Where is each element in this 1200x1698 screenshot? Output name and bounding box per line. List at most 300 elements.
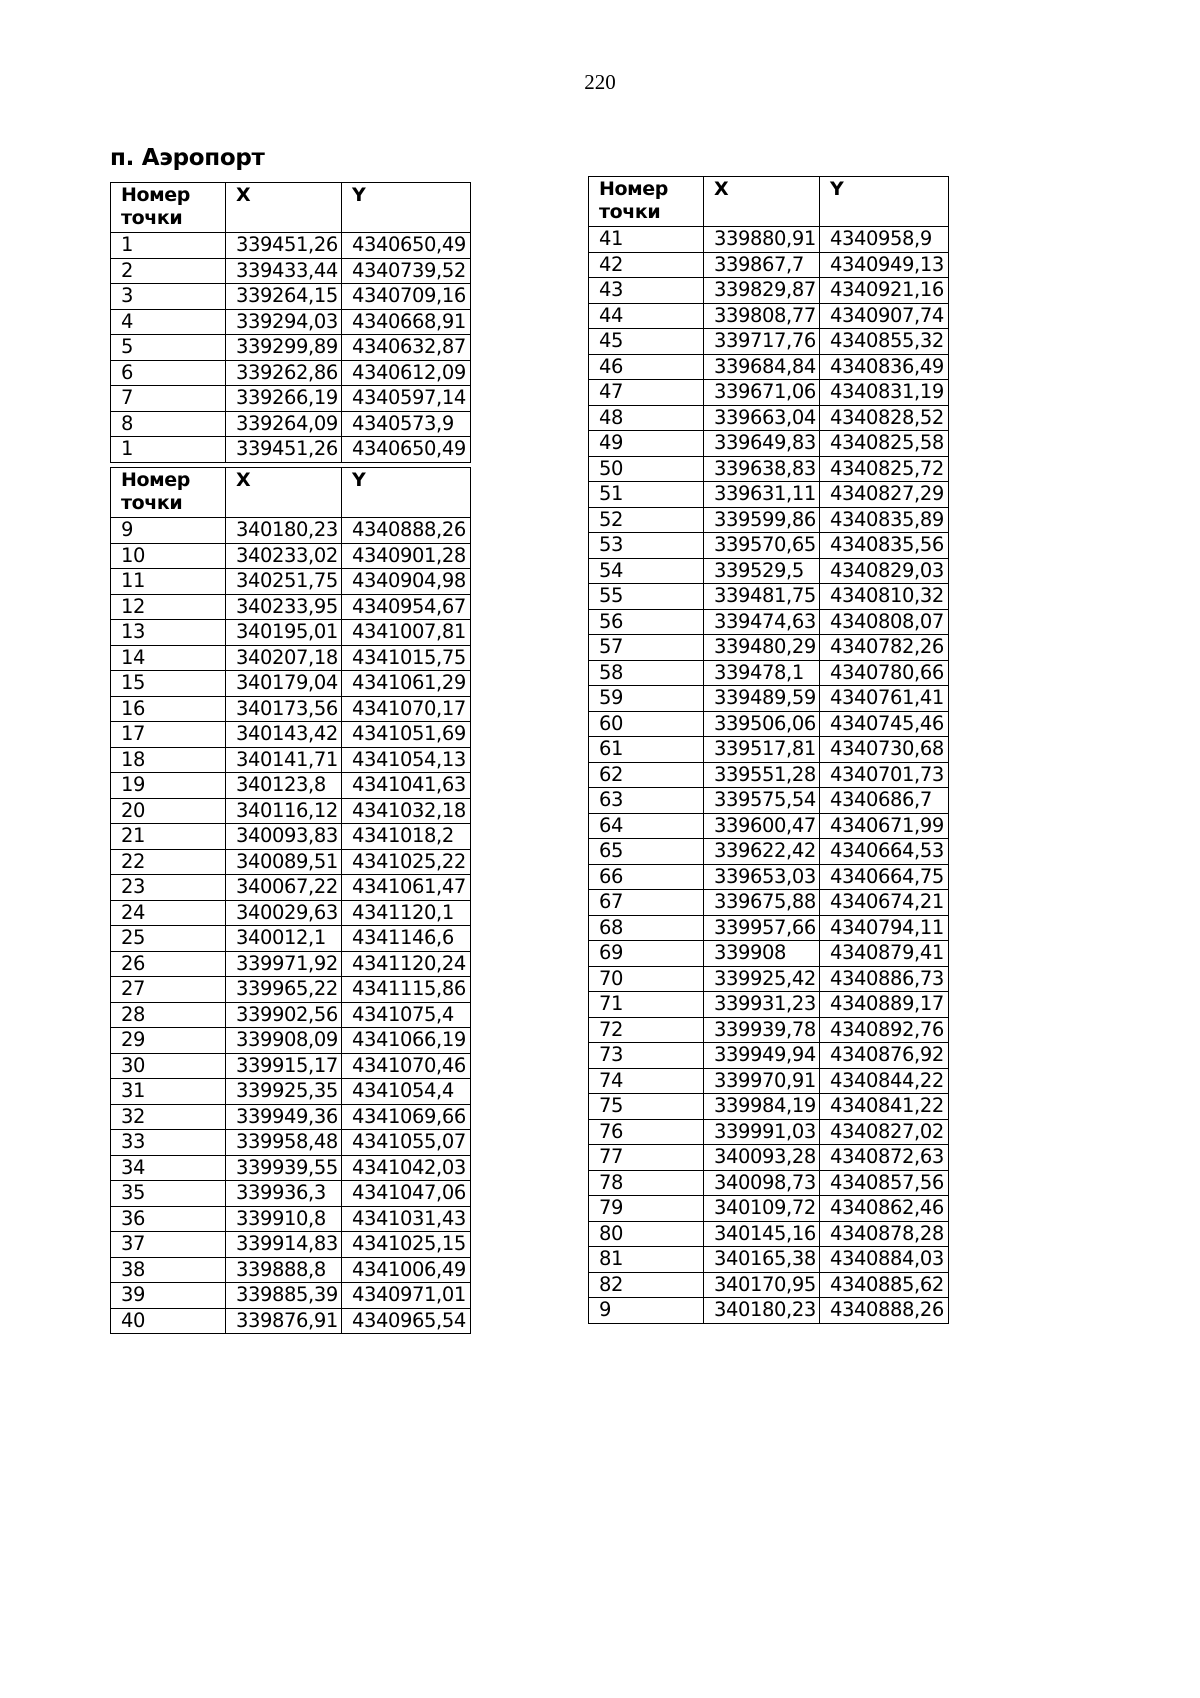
cell-x: 339631,11: [704, 482, 820, 508]
cell-x: 339478,1: [704, 660, 820, 686]
cell-point-number: 19: [111, 773, 226, 799]
table-row: [589, 1170, 949, 1196]
cell-point-number: 15: [111, 671, 226, 697]
header-y: Y: [342, 468, 471, 518]
cell-point-number: 9: [111, 518, 226, 544]
cell-x: 339294,03: [226, 309, 342, 335]
cell-x: 339517,81: [704, 737, 820, 763]
cell-y: 4340886,73: [820, 966, 949, 992]
cell-x: 340089,51: [226, 849, 342, 875]
table-row: [111, 747, 471, 773]
cell-y: 4341120,1: [342, 900, 471, 926]
cell-point-number: 22: [111, 849, 226, 875]
cell-point-number: 81: [589, 1247, 704, 1273]
table-row: [589, 686, 949, 712]
table-row: [111, 620, 471, 646]
cell-y: 4341066,19: [342, 1028, 471, 1054]
table-row: [111, 1079, 471, 1105]
cell-x: 339910,8: [226, 1206, 342, 1232]
table-row: [111, 1206, 471, 1232]
cell-x: 339970,91: [704, 1068, 820, 1094]
table-row: [589, 941, 949, 967]
cell-x: 339433,44: [226, 258, 342, 284]
cell-point-number: 65: [589, 839, 704, 865]
table-row: [111, 849, 471, 875]
cell-x: 339299,89: [226, 335, 342, 361]
table-row: [111, 1257, 471, 1283]
cell-y: 4340907,74: [820, 303, 949, 329]
cell-x: 339925,42: [704, 966, 820, 992]
cell-x: 339474,63: [704, 609, 820, 635]
cell-y: 4340730,68: [820, 737, 949, 763]
cell-x: 339949,36: [226, 1104, 342, 1130]
cell-y: 4340835,56: [820, 533, 949, 559]
cell-x: 340180,23: [226, 518, 342, 544]
header-point-number: Номер точки: [111, 183, 226, 233]
table-row: [111, 1028, 471, 1054]
cell-x: 340173,56: [226, 696, 342, 722]
cell-y: 4341025,22: [342, 849, 471, 875]
cell-y: 4340664,53: [820, 839, 949, 865]
cell-x: 339936,3: [226, 1181, 342, 1207]
table-row: [111, 437, 471, 463]
cell-point-number: 42: [589, 252, 704, 278]
cell-y: 4340836,49: [820, 354, 949, 380]
table-row: [589, 252, 949, 278]
cell-y: 4341025,15: [342, 1232, 471, 1258]
cell-point-number: 36: [111, 1206, 226, 1232]
cell-x: 339931,23: [704, 992, 820, 1018]
cell-x: 339570,65: [704, 533, 820, 559]
cell-point-number: 8: [111, 411, 226, 437]
table-row: [589, 915, 949, 941]
table-row: [589, 1247, 949, 1273]
cell-x: 340207,18: [226, 645, 342, 671]
cell-point-number: 1: [111, 437, 226, 463]
table-row: [589, 456, 949, 482]
cell-point-number: 53: [589, 533, 704, 559]
table-row: [111, 1232, 471, 1258]
cell-y: 4340668,91: [342, 309, 471, 335]
table-row: [111, 645, 471, 671]
cell-y: 4340949,13: [820, 252, 949, 278]
cell-point-number: 7: [111, 386, 226, 412]
table-row: [111, 722, 471, 748]
table-row: [111, 360, 471, 386]
cell-x: 339451,26: [226, 233, 342, 259]
page-number: 220: [584, 70, 616, 94]
header-x: X: [226, 183, 342, 233]
table-row: [589, 405, 949, 431]
table-header-row: [111, 468, 471, 518]
table-row: [589, 329, 949, 355]
cell-x: 340098,73: [704, 1170, 820, 1196]
cell-y: 4340876,92: [820, 1043, 949, 1069]
cell-x: 339876,91: [226, 1308, 342, 1334]
cell-y: 4340825,58: [820, 431, 949, 457]
table-row: [589, 609, 949, 635]
cell-point-number: 13: [111, 620, 226, 646]
cell-y: 4341115,86: [342, 977, 471, 1003]
cell-x: 340165,38: [704, 1247, 820, 1273]
table-row: [589, 584, 949, 610]
cell-y: 4341032,18: [342, 798, 471, 824]
cell-point-number: 63: [589, 788, 704, 814]
cell-y: 4341070,17: [342, 696, 471, 722]
cell-y: 4340844,22: [820, 1068, 949, 1094]
cell-point-number: 54: [589, 558, 704, 584]
cell-point-number: 9: [589, 1298, 704, 1324]
table-row: [589, 1145, 949, 1171]
cell-y: 4340958,9: [820, 227, 949, 253]
cell-y: 4341015,75: [342, 645, 471, 671]
cell-y: 4341075,4: [342, 1002, 471, 1028]
cell-y: 4340872,63: [820, 1145, 949, 1171]
cell-point-number: 27: [111, 977, 226, 1003]
cell-y: 4340701,73: [820, 762, 949, 788]
table-row: [589, 1272, 949, 1298]
cell-y: 4340855,32: [820, 329, 949, 355]
cell-y: 4340971,01: [342, 1283, 471, 1309]
table-row: [589, 431, 949, 457]
table-row: [589, 737, 949, 763]
cell-point-number: 29: [111, 1028, 226, 1054]
cell-y: 4340841,22: [820, 1094, 949, 1120]
cell-x: 339671,06: [704, 380, 820, 406]
cell-y: 4340612,09: [342, 360, 471, 386]
cell-x: 340109,72: [704, 1196, 820, 1222]
cell-point-number: 12: [111, 594, 226, 620]
cell-x: 340180,23: [704, 1298, 820, 1324]
table-row: [589, 788, 949, 814]
cell-point-number: 16: [111, 696, 226, 722]
cell-y: 4341031,43: [342, 1206, 471, 1232]
cell-x: 339506,06: [704, 711, 820, 737]
table-row: [111, 284, 471, 310]
cell-x: 339481,75: [704, 584, 820, 610]
cell-x: 339925,35: [226, 1079, 342, 1105]
cell-x: 339600,47: [704, 813, 820, 839]
cell-y: 4340879,41: [820, 941, 949, 967]
cell-x: 340145,16: [704, 1221, 820, 1247]
header-point-number: Номер точки: [589, 177, 704, 227]
cell-x: 339663,04: [704, 405, 820, 431]
cell-y: 4341018,2: [342, 824, 471, 850]
cell-y: 4340888,26: [820, 1298, 949, 1324]
cell-y: 4340829,03: [820, 558, 949, 584]
cell-y: 4340761,41: [820, 686, 949, 712]
table-row: [111, 543, 471, 569]
cell-x: 340170,95: [704, 1272, 820, 1298]
table-row: [589, 1196, 949, 1222]
cell-x: 339908: [704, 941, 820, 967]
cell-point-number: 31: [111, 1079, 226, 1105]
cell-point-number: 76: [589, 1119, 704, 1145]
cell-y: 4340965,54: [342, 1308, 471, 1334]
table-row: [111, 518, 471, 544]
cell-point-number: 37: [111, 1232, 226, 1258]
cell-point-number: 26: [111, 951, 226, 977]
cell-x: 339965,22: [226, 977, 342, 1003]
cell-point-number: 62: [589, 762, 704, 788]
cell-point-number: 49: [589, 431, 704, 457]
table-row: [111, 258, 471, 284]
cell-y: 4340884,03: [820, 1247, 949, 1273]
table-row: [111, 1104, 471, 1130]
cell-point-number: 23: [111, 875, 226, 901]
cell-y: 4340597,14: [342, 386, 471, 412]
cell-y: 4340808,07: [820, 609, 949, 635]
cell-point-number: 68: [589, 915, 704, 941]
cell-x: 339902,56: [226, 1002, 342, 1028]
cell-point-number: 67: [589, 890, 704, 916]
table-row: [111, 824, 471, 850]
table-row: [589, 227, 949, 253]
cell-point-number: 25: [111, 926, 226, 952]
page-title: п. Аэропорт: [110, 145, 265, 171]
cell-point-number: 20: [111, 798, 226, 824]
table-row: [589, 711, 949, 737]
table-row: [111, 1053, 471, 1079]
cell-x: 340233,02: [226, 543, 342, 569]
cell-x: 340012,1: [226, 926, 342, 952]
cell-point-number: 30: [111, 1053, 226, 1079]
table-row: [111, 926, 471, 952]
cell-y: 4340828,52: [820, 405, 949, 431]
cell-y: 4341061,47: [342, 875, 471, 901]
cell-point-number: 66: [589, 864, 704, 890]
cell-x: 339867,7: [704, 252, 820, 278]
cell-point-number: 79: [589, 1196, 704, 1222]
cell-y: 4340782,26: [820, 635, 949, 661]
cell-point-number: 60: [589, 711, 704, 737]
cell-y: 4340862,46: [820, 1196, 949, 1222]
cell-point-number: 33: [111, 1130, 226, 1156]
cell-x: 340093,83: [226, 824, 342, 850]
cell-point-number: 64: [589, 813, 704, 839]
cell-x: 339653,03: [704, 864, 820, 890]
table-row: [589, 1068, 949, 1094]
cell-x: 339939,78: [704, 1017, 820, 1043]
cell-y: 4340831,19: [820, 380, 949, 406]
cell-point-number: 17: [111, 722, 226, 748]
cell-y: 4341070,46: [342, 1053, 471, 1079]
cell-point-number: 43: [589, 278, 704, 304]
cell-x: 339451,26: [226, 437, 342, 463]
cell-x: 340141,71: [226, 747, 342, 773]
cell-point-number: 77: [589, 1145, 704, 1171]
cell-y: 4340650,49: [342, 437, 471, 463]
cell-x: 339489,59: [704, 686, 820, 712]
coordinates-table-1: [110, 182, 471, 463]
cell-point-number: 45: [589, 329, 704, 355]
cell-x: 339808,77: [704, 303, 820, 329]
table-row: [589, 1119, 949, 1145]
cell-point-number: 14: [111, 645, 226, 671]
cell-y: 4340888,26: [342, 518, 471, 544]
cell-point-number: 80: [589, 1221, 704, 1247]
table-row: [589, 380, 949, 406]
cell-y: 4340650,49: [342, 233, 471, 259]
cell-y: 4340857,56: [820, 1170, 949, 1196]
cell-y: 4340889,17: [820, 992, 949, 1018]
table-row: [111, 773, 471, 799]
cell-y: 4341054,4: [342, 1079, 471, 1105]
table-row: [589, 864, 949, 890]
cell-y: 4340954,67: [342, 594, 471, 620]
cell-point-number: 82: [589, 1272, 704, 1298]
cell-x: 339717,76: [704, 329, 820, 355]
cell-y: 4340904,98: [342, 569, 471, 595]
cell-point-number: 69: [589, 941, 704, 967]
cell-x: 340067,22: [226, 875, 342, 901]
table-row: [589, 890, 949, 916]
cell-x: 339915,17: [226, 1053, 342, 1079]
cell-y: 4340827,29: [820, 482, 949, 508]
table-row: [111, 900, 471, 926]
cell-point-number: 56: [589, 609, 704, 635]
cell-y: 4340780,66: [820, 660, 949, 686]
cell-y: 4341054,13: [342, 747, 471, 773]
cell-y: 4340827,02: [820, 1119, 949, 1145]
cell-y: 4341006,49: [342, 1257, 471, 1283]
cell-y: 4340794,11: [820, 915, 949, 941]
cell-x: 339264,09: [226, 411, 342, 437]
table-header-row: [589, 177, 949, 227]
table-row: [111, 1283, 471, 1309]
table-row: [589, 558, 949, 584]
cell-point-number: 57: [589, 635, 704, 661]
table-row: [111, 1155, 471, 1181]
cell-y: 4340878,28: [820, 1221, 949, 1247]
cell-x: 339529,5: [704, 558, 820, 584]
cell-x: 340179,04: [226, 671, 342, 697]
cell-point-number: 75: [589, 1094, 704, 1120]
cell-point-number: 32: [111, 1104, 226, 1130]
table-row: [111, 1181, 471, 1207]
cell-x: 339684,84: [704, 354, 820, 380]
cell-point-number: 11: [111, 569, 226, 595]
table-row: [111, 594, 471, 620]
cell-x: 339958,48: [226, 1130, 342, 1156]
cell-x: 339599,86: [704, 507, 820, 533]
cell-point-number: 24: [111, 900, 226, 926]
table-row: [111, 696, 471, 722]
cell-y: 4341051,69: [342, 722, 471, 748]
cell-point-number: 47: [589, 380, 704, 406]
cell-point-number: 10: [111, 543, 226, 569]
table-row: [589, 1298, 949, 1324]
cell-point-number: 40: [111, 1308, 226, 1334]
cell-point-number: 71: [589, 992, 704, 1018]
cell-y: 4340739,52: [342, 258, 471, 284]
coordinates-table-2: [110, 467, 471, 1334]
table-row: [589, 354, 949, 380]
table-row: [111, 309, 471, 335]
cell-point-number: 28: [111, 1002, 226, 1028]
cell-x: 339638,83: [704, 456, 820, 482]
header-y: Y: [820, 177, 949, 227]
table-row: [589, 813, 949, 839]
cell-x: 339939,55: [226, 1155, 342, 1181]
cell-point-number: 50: [589, 456, 704, 482]
table-row: [111, 798, 471, 824]
table-row: [111, 233, 471, 259]
cell-x: 339551,28: [704, 762, 820, 788]
table-header-row: [111, 183, 471, 233]
cell-y: 4340885,62: [820, 1272, 949, 1298]
cell-y: 4340825,72: [820, 456, 949, 482]
table-row: [589, 507, 949, 533]
cell-y: 4340671,99: [820, 813, 949, 839]
cell-y: 4340745,46: [820, 711, 949, 737]
table-row: [111, 875, 471, 901]
table-row: [589, 966, 949, 992]
table-row: [589, 1043, 949, 1069]
cell-point-number: 58: [589, 660, 704, 686]
cell-x: 340143,42: [226, 722, 342, 748]
cell-point-number: 51: [589, 482, 704, 508]
cell-x: 339829,87: [704, 278, 820, 304]
cell-y: 4341042,03: [342, 1155, 471, 1181]
table-row: [111, 1002, 471, 1028]
cell-x: 340123,8: [226, 773, 342, 799]
cell-x: 339480,29: [704, 635, 820, 661]
cell-y: 4340686,7: [820, 788, 949, 814]
cell-point-number: 18: [111, 747, 226, 773]
cell-x: 339949,94: [704, 1043, 820, 1069]
header-x: X: [704, 177, 820, 227]
table-row: [111, 671, 471, 697]
cell-point-number: 73: [589, 1043, 704, 1069]
table-row: [589, 482, 949, 508]
cell-x: 340093,28: [704, 1145, 820, 1171]
cell-point-number: 21: [111, 824, 226, 850]
cell-x: 339888,8: [226, 1257, 342, 1283]
cell-y: 4341069,66: [342, 1104, 471, 1130]
table-row: [589, 992, 949, 1018]
cell-point-number: 59: [589, 686, 704, 712]
cell-point-number: 44: [589, 303, 704, 329]
cell-y: 4340709,16: [342, 284, 471, 310]
cell-x: 339575,54: [704, 788, 820, 814]
cell-point-number: 34: [111, 1155, 226, 1181]
cell-y: 4340921,16: [820, 278, 949, 304]
cell-y: 4341120,24: [342, 951, 471, 977]
cell-point-number: 70: [589, 966, 704, 992]
cell-point-number: 46: [589, 354, 704, 380]
cell-x: 340251,75: [226, 569, 342, 595]
cell-point-number: 5: [111, 335, 226, 361]
cell-x: 339880,91: [704, 227, 820, 253]
cell-point-number: 52: [589, 507, 704, 533]
cell-x: 340233,95: [226, 594, 342, 620]
cell-y: 4341055,07: [342, 1130, 471, 1156]
cell-point-number: 48: [589, 405, 704, 431]
cell-x: 339914,83: [226, 1232, 342, 1258]
cell-point-number: 4: [111, 309, 226, 335]
cell-point-number: 74: [589, 1068, 704, 1094]
table-row: [589, 278, 949, 304]
cell-y: 4340892,76: [820, 1017, 949, 1043]
cell-x: 339262,86: [226, 360, 342, 386]
cell-point-number: 78: [589, 1170, 704, 1196]
table-row: [111, 569, 471, 595]
table-row: [589, 839, 949, 865]
cell-x: 340195,01: [226, 620, 342, 646]
table-row: [589, 1094, 949, 1120]
table-row: [111, 335, 471, 361]
